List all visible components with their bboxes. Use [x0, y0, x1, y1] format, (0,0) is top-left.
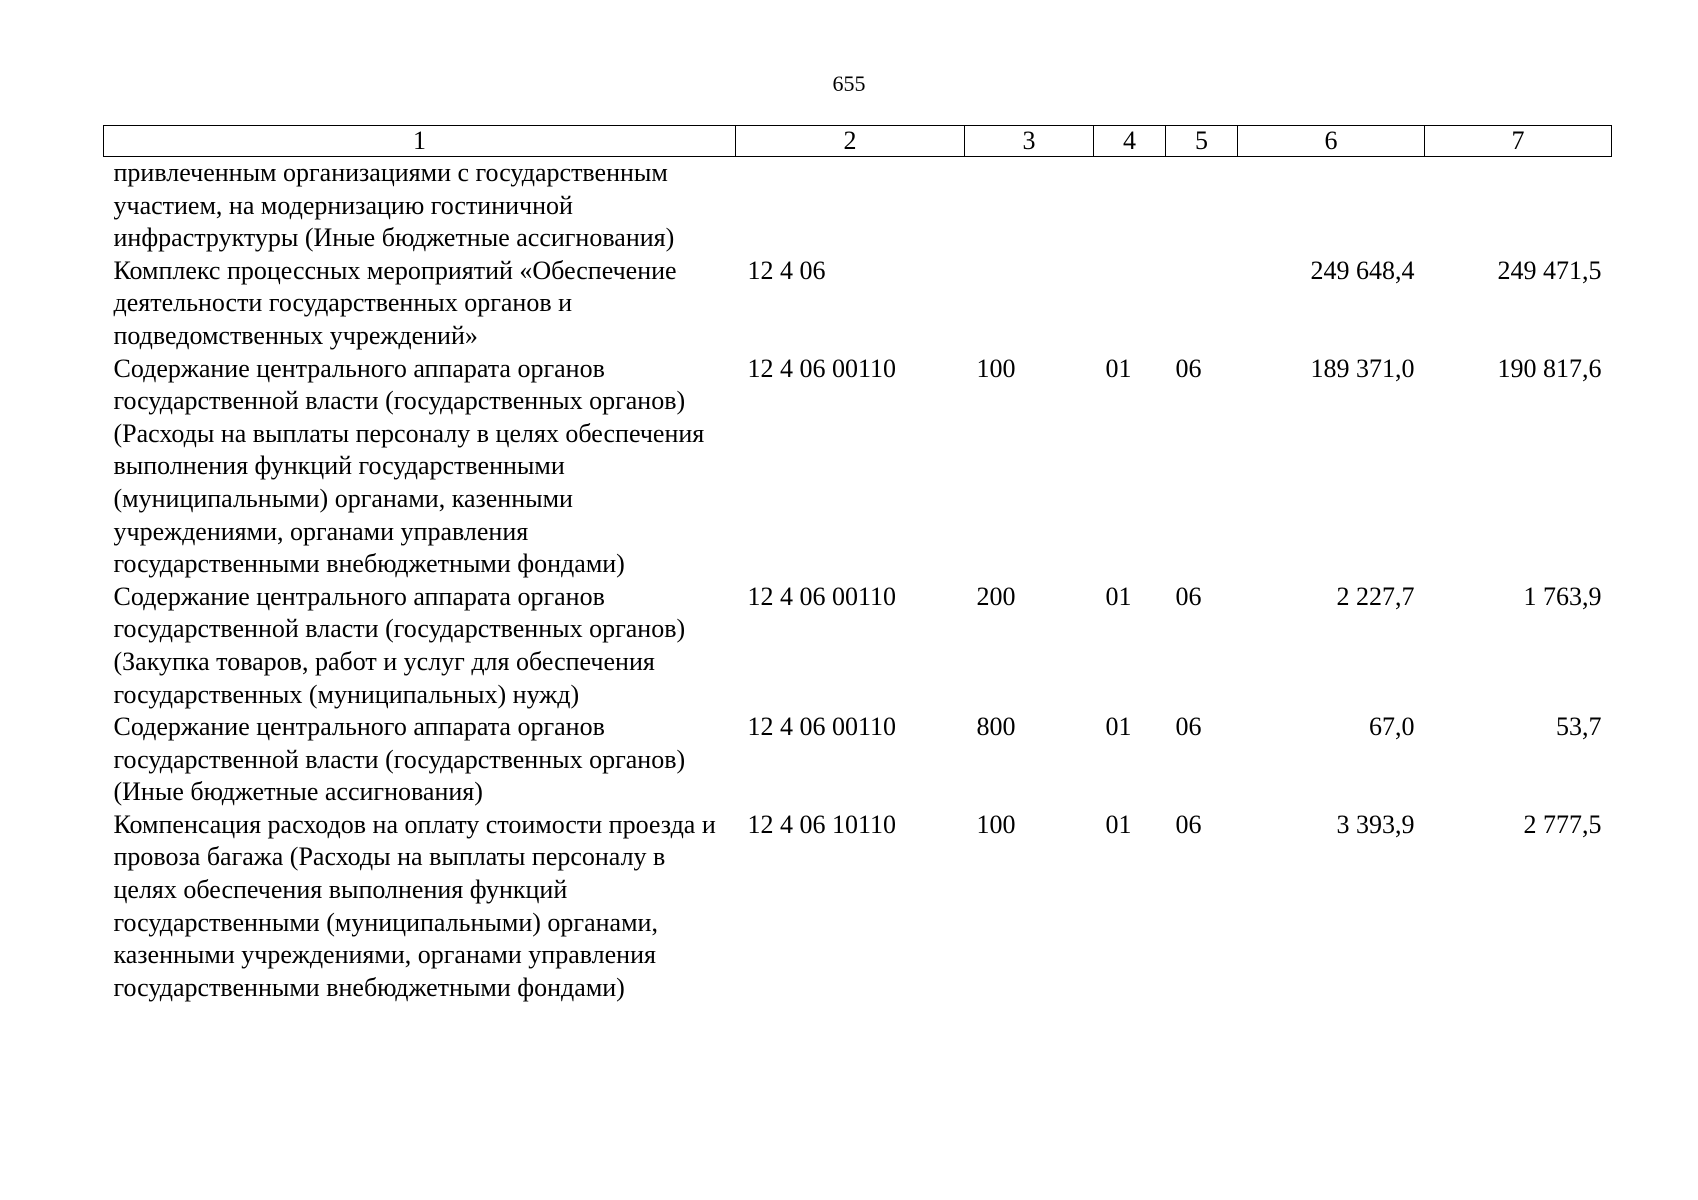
row-sum2-cell: 1 763,9	[1523, 581, 1602, 611]
row-rz-cell: 01	[1105, 809, 1132, 839]
row-vr-cell: 100	[976, 809, 1016, 839]
row-rz-cell	[1094, 157, 1166, 255]
row-pr-cell	[1166, 157, 1238, 255]
row-csr-cell: 12 4 06 00110	[747, 353, 897, 383]
row-sum1-cell: 249 648,4	[1310, 255, 1415, 285]
row-rz-cell	[1094, 255, 1166, 353]
row-sum1-cell: 2 227,7	[1336, 581, 1415, 611]
row-sum2-cell: 190 817,6	[1497, 353, 1602, 383]
row-sum2-cell: 2 777,5	[1523, 809, 1602, 839]
row-name-cell: Содержание центрального аппарата органов государственной власти (государственных органов) (Иные бюджетные ассигнования)	[113, 712, 686, 807]
row-sum1-cell	[1238, 157, 1425, 255]
table-row	[104, 581, 1612, 711]
row-vr-cell: 100	[976, 353, 1016, 383]
row-csr-cell: 12 4 06 10110	[747, 809, 897, 839]
row-sum2-cell	[1425, 157, 1612, 255]
row-name-cell: Комплекс процессных мероприятий «Обеспечение деятельности государственных органов и подведомственных учреждений»	[113, 255, 677, 350]
row-name-cell: привлеченным организациями с государственным участием, на модернизацию гостиничной инфраструктуры (Иные бюджетные ассигнования)	[113, 158, 675, 253]
budget-table	[103, 125, 1612, 1004]
row-csr-cell: 12 4 06 00110	[747, 712, 897, 742]
column-header-1: 1	[104, 126, 736, 157]
page-number: 655	[832, 71, 866, 96]
row-rz-cell: 01	[1105, 581, 1132, 611]
row-pr-cell	[1166, 255, 1238, 353]
row-sum1-cell: 189 371,0	[1310, 353, 1415, 383]
column-header-3: 3	[965, 126, 1094, 157]
row-csr-cell: 12 4 06 00110	[747, 581, 897, 611]
table-header-row	[104, 126, 1612, 157]
table-row	[104, 255, 1612, 353]
row-vr-cell	[965, 157, 1094, 255]
column-header-7: 7	[1425, 126, 1612, 157]
row-pr-cell: 06	[1175, 581, 1202, 611]
row-csr-cell	[736, 157, 965, 255]
column-header-5: 5	[1166, 126, 1238, 157]
row-pr-cell: 06	[1175, 809, 1202, 839]
row-sum1-cell: 67,0	[1369, 712, 1415, 742]
row-vr-cell: 200	[976, 581, 1016, 611]
row-rz-cell: 01	[1105, 712, 1132, 742]
column-header-4: 4	[1094, 126, 1166, 157]
row-sum1-cell: 3 393,9	[1336, 809, 1415, 839]
row-vr-cell: 800	[976, 712, 1016, 742]
row-name-cell: Компенсация расходов на оплату стоимости проезда и провоза багажа (Расходы на выплаты персоналу в целях обеспечения выполнения функций государственными (муниципальными) органами, казенными учреждениями, органами управления государственными внебюджетными фондами)	[113, 809, 716, 1002]
table-row	[104, 157, 1612, 255]
table-row	[104, 809, 1612, 1005]
row-rz-cell: 01	[1105, 353, 1132, 383]
row-sum2-cell: 53,7	[1556, 712, 1602, 742]
row-name-cell: Содержание центрального аппарата органов государственной власти (государственных органов) (Закупка товаров, работ и услуг для обеспечения государственных (муниципальных) нужд)	[113, 581, 686, 709]
table-row	[104, 711, 1612, 809]
column-header-2: 2	[736, 126, 965, 157]
row-vr-cell	[965, 255, 1094, 353]
row-pr-cell: 06	[1175, 712, 1202, 742]
table-row	[104, 353, 1612, 581]
row-name-cell: Содержание центрального аппарата органов государственной власти (государственных органов) (Расходы на выплаты персоналу в целях обеспечения выполнения функций государственными (муниципальными) органами, казенными учреждениями, органами управления государственными внебюджетными фондами)	[113, 353, 705, 579]
row-csr-cell: 12 4 06	[747, 255, 826, 285]
row-pr-cell: 06	[1175, 353, 1202, 383]
column-header-6: 6	[1238, 126, 1425, 157]
row-sum2-cell: 249 471,5	[1497, 255, 1602, 285]
